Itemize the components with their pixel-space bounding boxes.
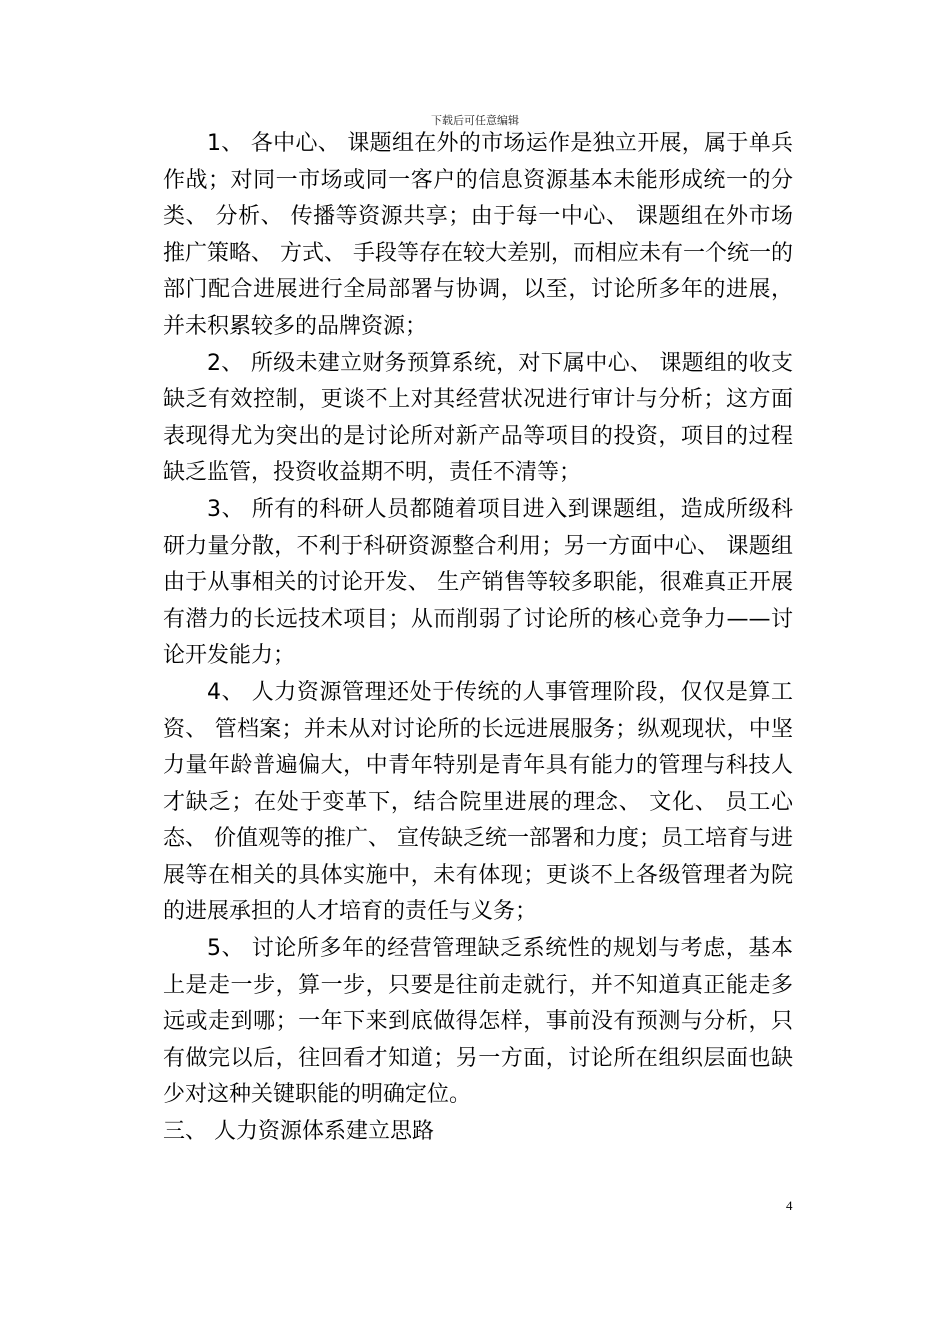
paragraph-2: 2、 所级未建立财务预算系统，对下属中心、 课题组的收支缺乏有效控制，更谈不上对其经营状况进行审计与分析；这方面表现得尤为突出的是讨论所对新产品等项目的投资，项目的过程缺乏监管，投资收益期不明，责任不清等；: [163, 350, 793, 486]
page-header: 下载后可任意编辑: [431, 114, 519, 127]
document-body: [163, 126, 793, 1151]
paragraph-1: 1、 各中心、 课题组在外的市场运作是独立开展，属于单兵作战；对同一市场或同一客户的信息资源基本未能形成统一的分类、 分析、 传播等资源共享；由于每一中心、 课题组在外市场推广策略、 方式、 手段等存在较大差别，而相应未有一个统一的部门配合进展进行全局部署与协调，以至，讨论所多年的进展，并未积累较多的品牌资源；: [163, 131, 793, 339]
paragraph-3: 3、 所有的科研人员都随着项目进入到课题组，造成所级科研力量分散，不利于科研资源整合利用；另一方面中心、 课题组由于从事相关的讨论开发、 生产销售等较多职能，很难真正开展有潜力的长远技术项目；从而削弱了讨论所的核心竞争力——讨论开发能力；: [163, 496, 793, 669]
paragraph-5: 5、 讨论所多年的经营管理缺乏系统性的规划与考虑，基本上是走一步，算一步，只要是往前走就行，并不知道真正能走多远或走到哪；一年下来到底做得怎样，事前没有预测与分析，只有做完以后，往回看才知道；另一方面，讨论所在组织层面也缺少对这种关键职能的明确定位。: [163, 936, 793, 1108]
paragraph-4: 4、 人力资源管理还处于传统的人事管理阶段，仅仅是算工资、 管档案；并未从对讨论所的长远进展服务；纵观现状，中坚力量年龄普遍偏大，中青年特别是青年具有能力的管理与科技人才缺乏；在处于变革下，结合院里进展的理念、 文化、 员工心态、 价值观等的推广、 宣传缺乏统一部署和力度；员工培育与进展等在相关的具体实施中，未有体现；更谈不上各级管理者为院的进展承担的人才培育的责任与义务；: [163, 679, 793, 925]
section-heading: 三、 人力资源体系建立思路: [163, 1119, 434, 1145]
page-number: 4: [786, 1198, 793, 1213]
